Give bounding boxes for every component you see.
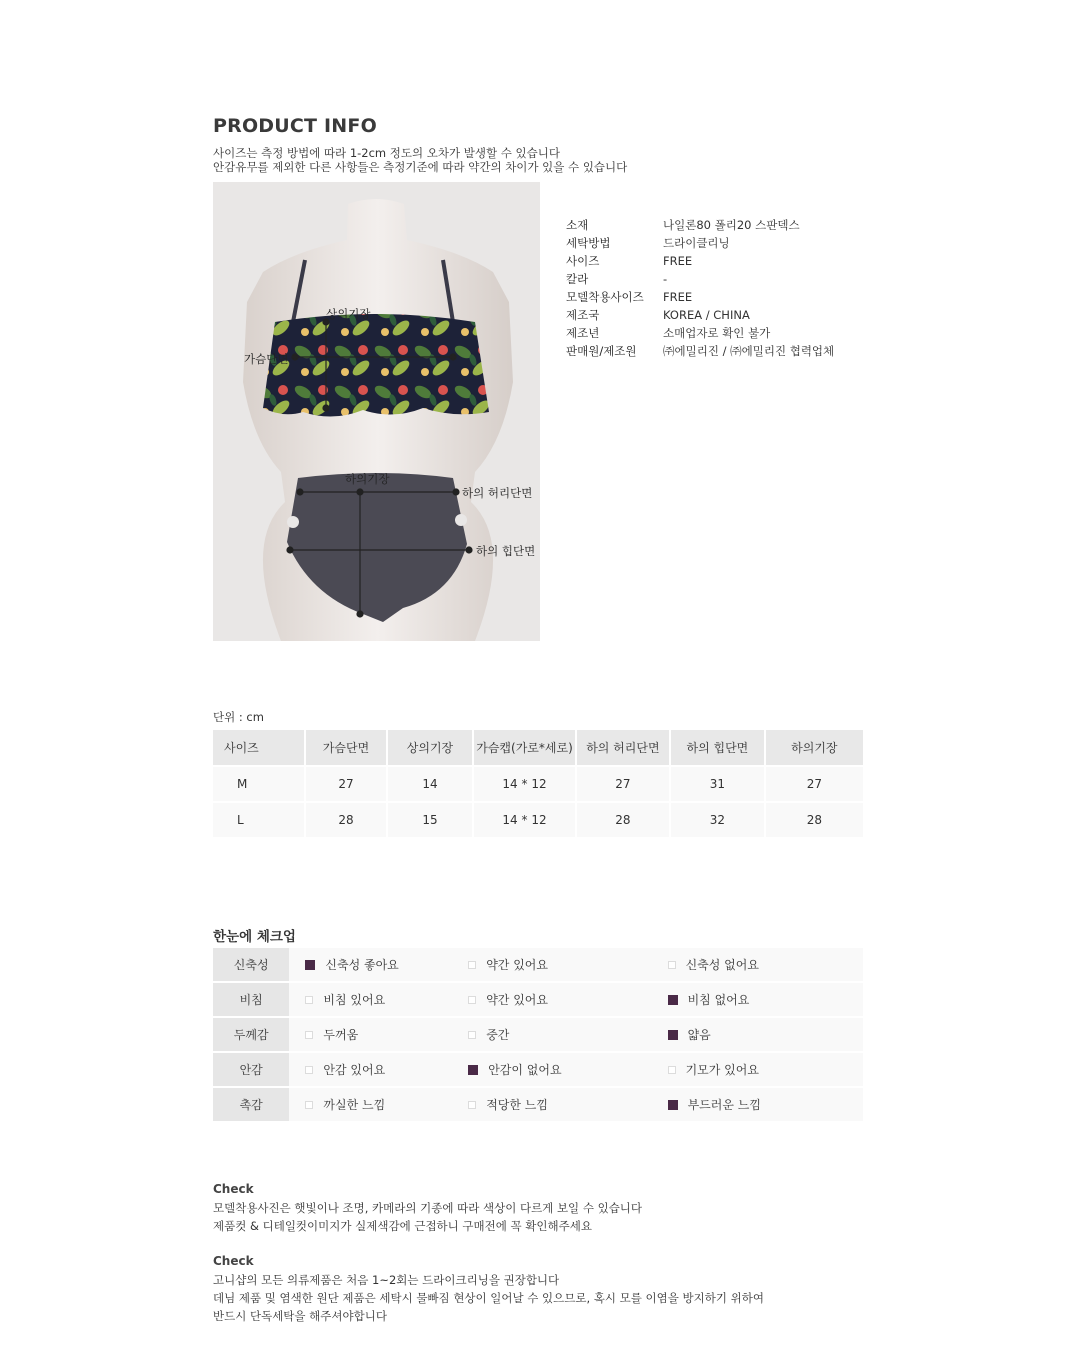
spec-key: 소재 xyxy=(566,218,589,232)
size-table-cell: 14 * 12 xyxy=(474,801,576,837)
label-top-length: 상의기장 xyxy=(326,307,371,321)
unchecked-box-icon xyxy=(305,1031,313,1039)
label-hip-width: 하의 힙단면 xyxy=(476,544,536,558)
product-photo xyxy=(213,182,540,641)
checkup-option-label: 적당한 느낌 xyxy=(486,1098,548,1112)
check-2-line-1: 고니샵의 모든 의류제품은 처음 1~2회는 드라이크리닝을 권장합니다 xyxy=(213,1273,560,1287)
spec-key: 제조년 xyxy=(566,326,600,340)
checkup-row xyxy=(213,1016,863,1051)
size-table-cell: L xyxy=(213,801,306,837)
size-table-cell: 27 xyxy=(766,765,863,801)
unchecked-box-icon xyxy=(468,961,476,969)
size-table-cell: 28 xyxy=(306,801,387,837)
checkup-label: 안감 xyxy=(213,1051,289,1086)
spec-list xyxy=(566,216,866,360)
size-table-cell: 28 xyxy=(766,801,863,837)
spec-value: - xyxy=(663,272,668,286)
unit-label: 단위 : cm xyxy=(213,710,264,724)
product-info-title: PRODUCT INFO xyxy=(213,115,377,137)
checkup-option xyxy=(668,956,863,973)
spec-key: 모델착용사이즈 xyxy=(566,290,644,304)
unchecked-box-icon xyxy=(468,1101,476,1109)
spec-key: 제조국 xyxy=(566,308,600,322)
check-heading-1: Check xyxy=(213,1182,254,1196)
spec-row xyxy=(566,216,866,234)
checkup-option-label: 두꺼움 xyxy=(323,1028,359,1042)
table-row xyxy=(213,765,863,801)
checkup-option-label: 안감 있어요 xyxy=(323,1063,386,1077)
size-table-column-header: 가슴캡(가로*세로) xyxy=(474,730,576,765)
checkup-option xyxy=(305,1061,466,1078)
unchecked-box-icon xyxy=(468,1031,476,1039)
checkup-title: 한눈에 체크업 xyxy=(213,929,296,945)
spec-row xyxy=(566,270,866,288)
checkup-label: 신축성 xyxy=(213,948,289,981)
size-table-cell: 27 xyxy=(577,765,672,801)
size-table-column-header: 가슴단면 xyxy=(306,730,387,765)
spec-value: 나일론80 폴리20 스판덱스 xyxy=(663,218,800,232)
size-table-cell: 14 xyxy=(388,765,475,801)
checkup-option-label: 약간 있어요 xyxy=(486,958,548,972)
checkup-label: 비침 xyxy=(213,981,289,1016)
spec-value: 소매업자로 확인 불가 xyxy=(663,326,771,340)
spec-value: FREE xyxy=(663,290,693,304)
check-1-line-1: 모델착용사진은 햇빛이나 조명, 카메라의 기종에 따라 색상이 다르게 보일 수 있습니다 xyxy=(213,1201,643,1215)
checkup-option xyxy=(468,956,649,973)
size-table-cell: 31 xyxy=(671,765,766,801)
size-table-column-header: 하의기장 xyxy=(766,730,863,765)
checkup-option-label: 까실한 느낌 xyxy=(323,1098,386,1112)
checked-box-icon xyxy=(305,960,315,970)
spec-row xyxy=(566,234,866,252)
size-table-column-header: 상의기장 xyxy=(388,730,475,765)
table-row xyxy=(213,801,863,837)
checkup-option-label: 중간 xyxy=(486,1028,510,1042)
checked-box-icon xyxy=(668,1100,678,1110)
checkup-option xyxy=(468,991,649,1008)
size-table-cell: 28 xyxy=(577,801,672,837)
label-bottom-length: 하의기장 xyxy=(345,472,390,486)
checkup-label: 두께감 xyxy=(213,1016,289,1051)
checked-box-icon xyxy=(468,1065,478,1075)
spec-value: ㈜에밀리진 / ㈜에밀리진 협력업체 xyxy=(663,344,835,358)
size-table-column-header: 사이즈 xyxy=(213,730,306,765)
size-table-cell: M xyxy=(213,765,306,801)
checkup-option-label: 비침 있어요 xyxy=(323,993,386,1007)
checkup-option xyxy=(468,1061,649,1078)
checkup-option xyxy=(305,1026,466,1043)
checked-box-icon xyxy=(668,1030,678,1040)
checkup-option-label: 약간 있어요 xyxy=(486,993,548,1007)
spec-row xyxy=(566,288,866,306)
size-table-cell: 15 xyxy=(388,801,475,837)
unchecked-box-icon xyxy=(468,996,476,1004)
size-note: 사이즈는 측정 방법에 따라 1-2cm 정도의 오차가 발생할 수 있습니다 xyxy=(213,146,560,160)
checkup-row xyxy=(213,1051,863,1086)
size-table-header xyxy=(213,730,863,765)
checkup-option-label: 얇음 xyxy=(687,1028,711,1042)
mannequin-illustration xyxy=(213,182,540,641)
spec-key: 칼라 xyxy=(566,272,589,286)
checkup-option xyxy=(468,1026,649,1043)
checkup-option xyxy=(668,991,863,1008)
check-2-line-3: 반드시 단독세탁을 해주셔야합니다 xyxy=(213,1309,387,1323)
checkup-option-label: 비침 없어요 xyxy=(687,993,750,1007)
spec-key: 사이즈 xyxy=(566,254,600,268)
unchecked-box-icon xyxy=(305,996,313,1004)
checkup-row xyxy=(213,1086,863,1121)
checkup-option-label: 안감이 없어요 xyxy=(488,1063,562,1077)
spec-value: KOREA / CHINA xyxy=(663,308,750,322)
checkup-option-label: 기모가 있어요 xyxy=(685,1063,759,1077)
checkup-row xyxy=(213,981,863,1016)
check-2-line-2: 데님 제품 및 염색한 원단 제품은 세탁시 물빠짐 현상이 일어날 수 있으므로, 혹시 모를 이염을 방지하기 위하여 xyxy=(213,1291,764,1305)
size-table xyxy=(213,730,863,837)
size-table-cell: 32 xyxy=(671,801,766,837)
unchecked-box-icon xyxy=(305,1101,313,1109)
checkup-label: 촉감 xyxy=(213,1086,289,1121)
spec-key: 세탁방법 xyxy=(566,236,611,250)
spec-row xyxy=(566,306,866,324)
size-table-column-header: 하의 허리단면 xyxy=(577,730,672,765)
checked-box-icon xyxy=(668,995,678,1005)
checkup-option xyxy=(305,956,466,973)
checkup-table xyxy=(213,948,863,1121)
checkup-option xyxy=(468,1096,649,1113)
spec-value: 드라이클리닝 xyxy=(663,236,730,250)
spec-row xyxy=(566,252,866,270)
spec-row xyxy=(566,342,866,360)
check-heading-2: Check xyxy=(213,1254,254,1268)
spec-key: 판매원/제조원 xyxy=(566,344,637,358)
spec-value: FREE xyxy=(663,254,693,268)
checkup-option xyxy=(668,1096,863,1113)
unchecked-box-icon xyxy=(668,961,676,969)
label-waist-width: 하의 허리단면 xyxy=(462,486,533,500)
checkup-row xyxy=(213,948,863,981)
spec-row xyxy=(566,324,866,342)
unchecked-box-icon xyxy=(668,1066,676,1074)
size-table-column-header: 하의 힙단면 xyxy=(671,730,766,765)
variance-note: 안감유무를 제외한 다른 사항들은 측정기준에 따라 약간의 차이가 있을 수 있습니다 xyxy=(213,160,628,174)
label-chest-width: 가슴단면 xyxy=(244,352,289,366)
checkup-option xyxy=(305,1096,466,1113)
check-1-line-2: 제품컷 & 디테일컷이미지가 실제색감에 근접하니 구매전에 꼭 확인해주세요 xyxy=(213,1219,592,1233)
checkup-option xyxy=(305,991,466,1008)
checkup-option-label: 부드러운 느낌 xyxy=(687,1098,761,1112)
checkup-option xyxy=(668,1061,863,1078)
checkup-option-label: 신축성 좋아요 xyxy=(325,958,399,972)
size-table-cell: 14 * 12 xyxy=(474,765,576,801)
checkup-option xyxy=(668,1026,863,1043)
size-table-cell: 27 xyxy=(306,765,387,801)
unchecked-box-icon xyxy=(305,1066,313,1074)
checkup-option-label: 신축성 없어요 xyxy=(685,958,759,972)
